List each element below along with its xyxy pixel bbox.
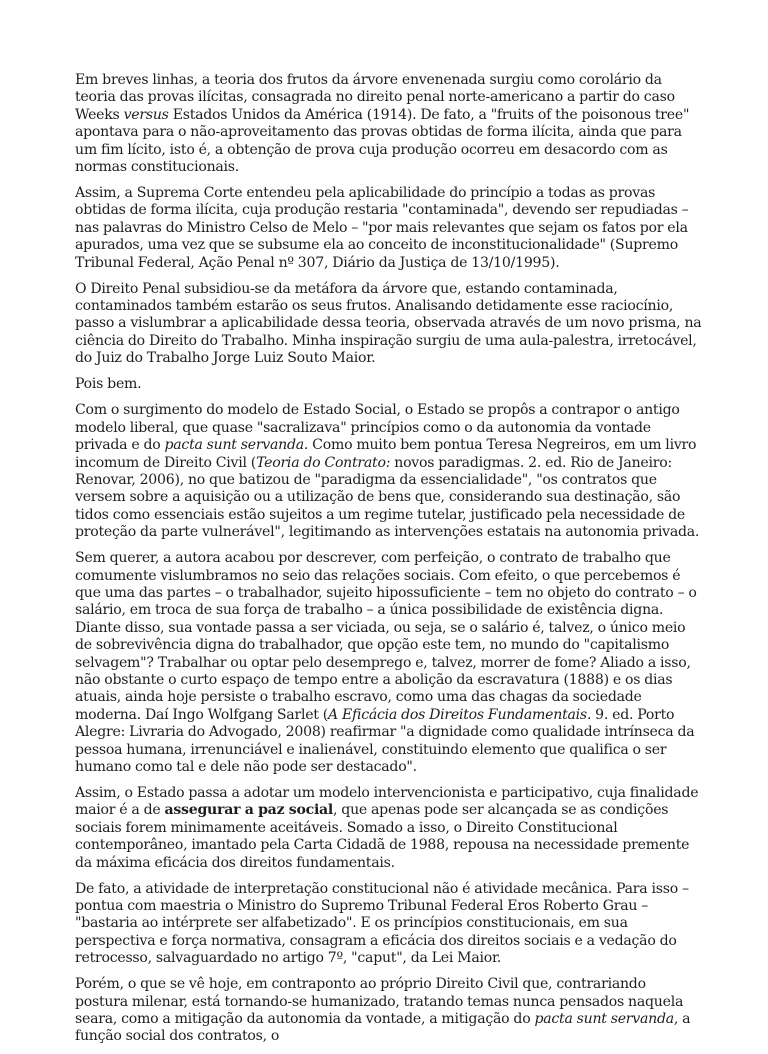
paragraph-5 (75, 402, 702, 541)
italic-text: Teoria do Contrato: (256, 454, 391, 471)
text-run: . Como muito bem pontua Teresa Negreiros, em um livro incomum de Direito Civil ( (75, 437, 697, 471)
text-run: Sem querer, a autora acabou por descrever, com perfeição, o contrato de trabalho que comumente vislumbramos no seio das relações sociais. Com efeito, o que percebemos é que uma das partes – o trabalhador, sujeito hipossuficiente – tem no objeto do contrato – o salário, em troca de sua força de trabalho – a única possibilidade de existência digna. Diante disso, sua vontade passa a ser viciada, ou seja, se o salário é, talvez, o único meio de sobrevivência digna do trabalhador, que opção este tem, no mundo do "capitalismo selvagem"? Trabalhar ou optar pelo desemprego e, talvez, morrer de fome? Aliado a isso, não obstante o curto espaço de tempo entre a abolição da escravatura (1888) e os dias atuais, ainda hoje persiste o trabalho escravo, como uma das chagas da sociedade moderna. Daí Ingo Wolfgang Sarlet ( (75, 550, 697, 723)
italic-text: pacta sunt servanda (534, 1011, 674, 1028)
italic-text: A Eficácia dos Direitos Fundamentais (328, 706, 587, 723)
text-run: O Direito Penal subsidiou-se da metáfora da árvore que, estando contaminada, contaminados também estarão os seus frutos. Analisando detidamente esse raciocínio, passo a vislumbrar a aplicabilidade dessa teoria, observada através de um novo prisma, na ciência do Direito do Trabalho. Minha inspiração surgiu de uma aula-palestra, irretocável, do Juiz do Trabalho Jorge Luiz Souto Maior. (75, 280, 702, 367)
text-run: Com o surgimento do modelo de Estado Social, o Estado se propôs a contrapor o antigo modelo liberal, que quase "sacralizava" princípios como o da autonomia da vontade privada e do (75, 402, 680, 454)
text-run: Pois bem. (75, 376, 142, 393)
italic-text: versus (123, 106, 169, 123)
text-run: , a função social dos contratos, o (75, 1011, 691, 1045)
text-run: Estados Unidos da América (1914). De fato, a "fruits of the poisonous tree" apontava para o não-aproveitamento das provas obtidas de forma ilícita, ainda que para um fim lícito, isto é, a obtenção de prova cuja produção ocorreu em desacordo com as normas constitucionais. (75, 106, 690, 176)
paragraph-9 (75, 976, 702, 1046)
paragraph-6 (75, 550, 702, 776)
italic-text: pacta sunt servanda (164, 437, 304, 454)
bold-text: assegurar a paz social (164, 802, 334, 819)
text-run: De fato, a atividade de interpretação constitucional não é atividade mecânica. Para isso – pontua com maestria o Ministro do Supremo Tribunal Federal Eros Roberto Grau – "bastaria ao intérprete ser alfabetizado". E os princípios constitucionais, em sua perspectiva e força normativa, consagram a eficácia dos direitos sociais e a vedação do retrocesso, salvaguardado no artigo 7º, "caput", da Lei Maior. (75, 880, 689, 967)
paragraph-7 (75, 785, 702, 872)
paragraph-3 (75, 281, 702, 368)
paragraph-2 (75, 185, 702, 272)
paragraph-4 (75, 376, 702, 393)
text-run: novos paradigmas. 2. ed. Rio de Janeiro: Renovar, 2006), no que batizou de "paradigma da essencialidade", "os contratos que versem sobre a aquisição ou a utilização de bens que, considerando sua destinação, são tidos como essenciais estão sujeitos a um regime tutelar, justificado pela necessidade de proteção da parte vulnerável", legitimando as intervenções estatais na autonomia privada. (75, 454, 700, 541)
document-body (75, 72, 702, 1054)
text-run: Assim, a Suprema Corte entendeu pela aplicabilidade do princípio a todas as provas obtidas de forma ilícita, cuja produção restaria "contaminada", devendo ser repudiadas – nas palavras do Ministro Celso de Melo – "por mais relevantes que sejam os fatos por ela apurados, uma vez que se subsume ela ao conceito de inconstitucionalidade" (Supremo Tribunal Federal, Ação Penal nº 307, Diário da Justiça de 13/10/1995). (75, 185, 689, 271)
text-run: , que apenas pode ser alcançada se as condições sociais forem minimamente aceitáveis. Somado a isso, o Direito Constitucional contemporâneo, imantado pela Carta Cidadã de 1988, repousa na necessidade premente da máxima eficácia dos direitos fundamentais. (75, 802, 690, 871)
text-run: Em breves linhas, a teoria dos frutos da árvore envenenada surgiu como corolário da teoria das provas ilícitas, consagrada no direito penal norte-americano a partir do caso Weeks (75, 72, 675, 123)
paragraph-1 (75, 72, 702, 176)
text-run: . 9. ed. Porto Alegre: Livraria do Advogado, 2008) reafirmar "a dignidade como qualidade intrínseca da pessoa humana, irrenunciável e inalienável, constituindo elemento que qualifica o ser humano como tal e dele não pode ser destacado". (75, 706, 695, 775)
text-run: Assim, o Estado passa a adotar um modelo intervencionista e participativo, cuja finalidade maior é a de (75, 785, 699, 819)
text-run: Porém, o que se vê hoje, em contraponto ao próprio Direito Civil que, contrariando postura milenar, está tornando-se humanizado, tratando temas nunca pensados naquela seara, como a mitigação da autonomia da vontade, a mitigação do (75, 976, 684, 1028)
paragraph-8 (75, 881, 702, 968)
